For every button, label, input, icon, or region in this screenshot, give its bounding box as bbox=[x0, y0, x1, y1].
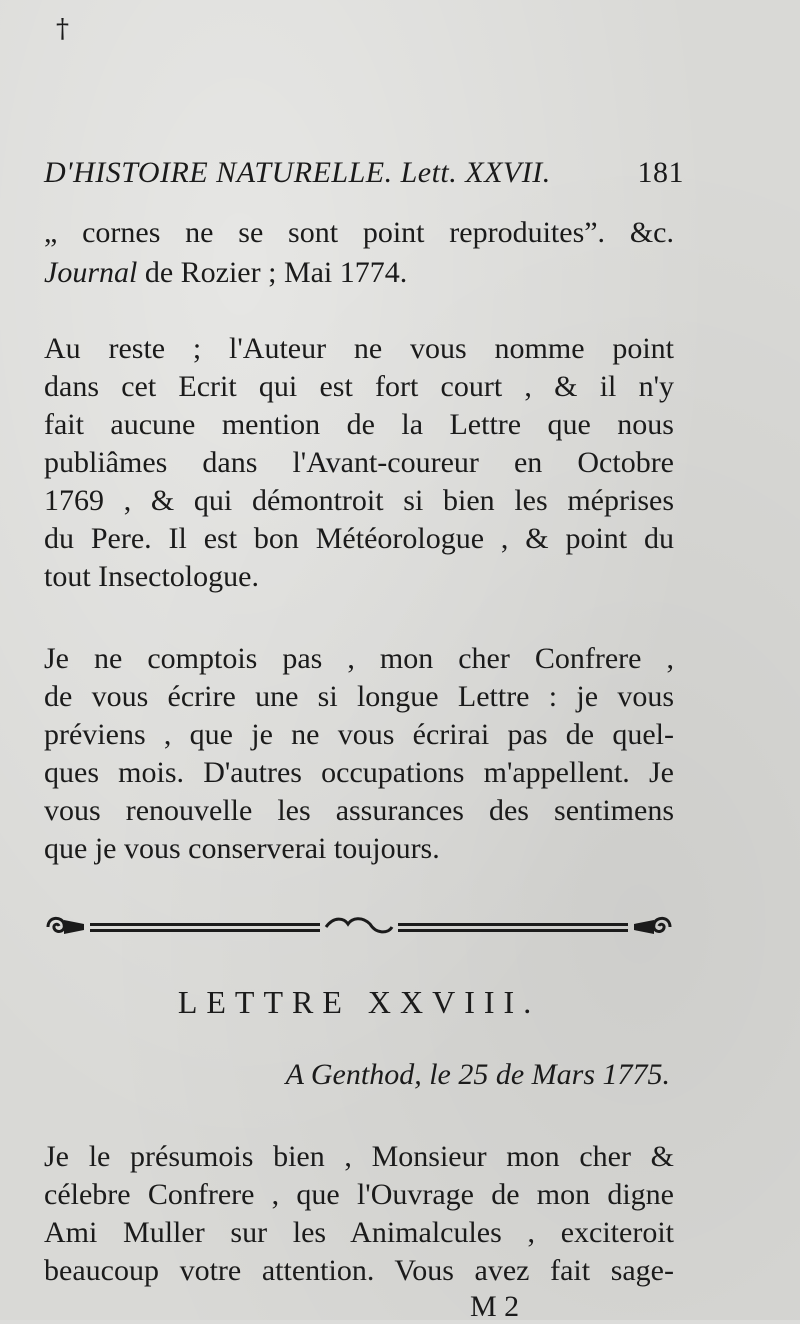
running-head-title: D'HISTOIRE NATURELLE. Lett. XXVII. bbox=[44, 156, 551, 189]
ornament-divider bbox=[44, 910, 674, 944]
text-line: célebre Confrere , que l'Ouvrage de mon digne bbox=[44, 1178, 674, 1211]
text-line: beaucoup votre attention. Vous avez fait sage- bbox=[44, 1254, 674, 1287]
text-line: Je le présumois bien , Monsieur mon cher & bbox=[44, 1140, 674, 1173]
quote-line-1: „ cornes ne se sont point reproduites”. &c. bbox=[44, 216, 674, 249]
text-line: que je vous conserverai toujours. bbox=[44, 832, 440, 865]
text-line: vous renouvelle les assurances des sentimens bbox=[44, 794, 674, 827]
text-line: Je ne comptois pas , mon cher Confrere , bbox=[44, 642, 674, 675]
text-line: publiâmes dans l'Avant-coureur en Octobre bbox=[44, 446, 674, 479]
text-line: 1769 , & qui démontroit si bien les méprises bbox=[44, 484, 674, 517]
text-line: dans cet Ecrit qui est fort court , & il n'y bbox=[44, 370, 674, 403]
text-line: du Pere. Il est bon Météorologue , & point du bbox=[44, 522, 674, 555]
text-line: Ami Muller sur les Animalcules , exciteroit bbox=[44, 1216, 674, 1249]
quote-line-2 bbox=[44, 254, 674, 292]
text-line: Au reste ; l'Auteur ne vous nomme point bbox=[44, 332, 674, 365]
running-head bbox=[44, 156, 684, 190]
journal-title: Journal bbox=[44, 256, 138, 289]
text-line: préviens , que je ne vous écrirai pas de quel- bbox=[44, 718, 674, 751]
page-number: 181 bbox=[637, 156, 684, 189]
signature-mark: M 2 bbox=[470, 1290, 520, 1323]
journal-source: de Rozier ; Mai 1774. bbox=[137, 256, 408, 289]
letter-heading: LETTRE XXVIII. bbox=[177, 984, 541, 1020]
text-line: tout Insectologue. bbox=[44, 560, 259, 593]
text-line: ques mois. D'autres occupations m'appellent. Je bbox=[44, 756, 674, 789]
text-line: fait aucune mention de la Lettre que nous bbox=[44, 408, 674, 441]
corner-mark: † bbox=[56, 14, 69, 44]
text-line: de vous écrire une si longue Lettre : je vous bbox=[44, 680, 674, 713]
dateline: A Genthod, le 25 de Mars 1775. bbox=[285, 1058, 670, 1091]
